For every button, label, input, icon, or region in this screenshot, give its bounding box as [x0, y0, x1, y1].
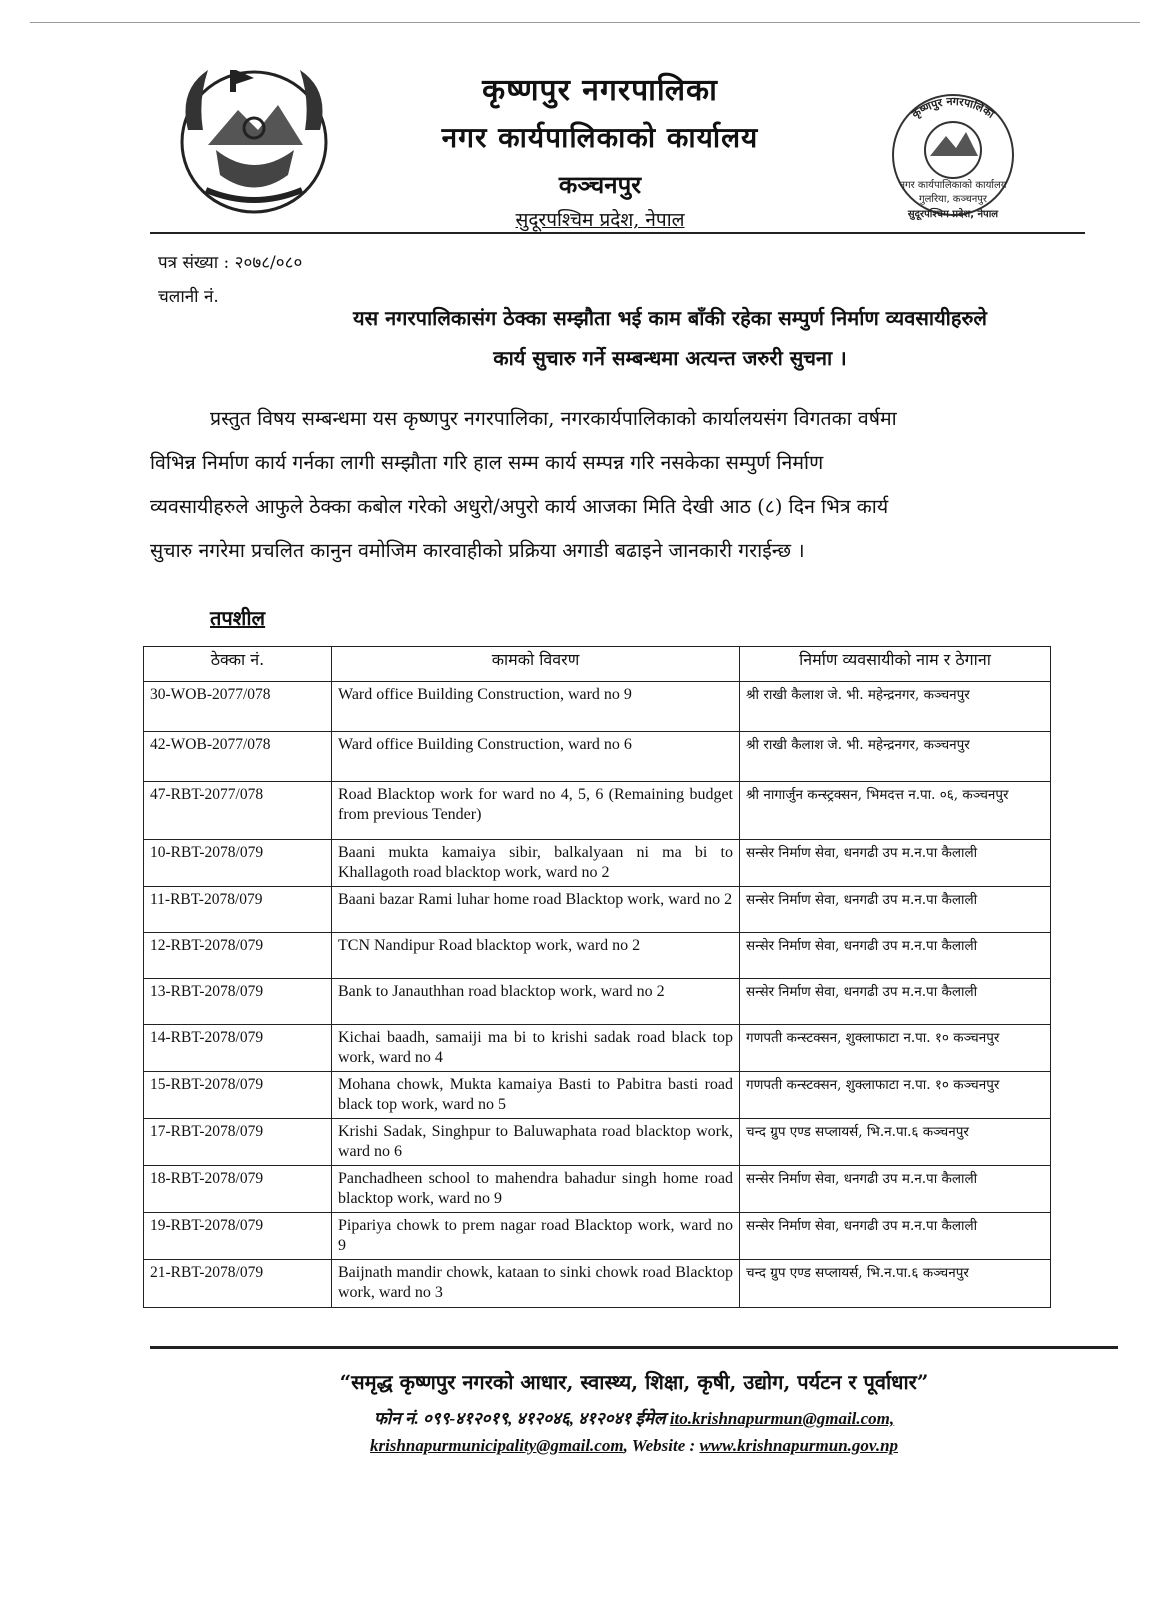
work-description: Baijnath mandir chowk, kataan to sinki chowk road Blacktop work, ward no 3	[332, 1260, 740, 1308]
contractor: चन्द ग्रुप एण्ड सप्लायर्स, भि.न.पा.६ कञ्चनपुर	[740, 1260, 1051, 1308]
body-line-1: प्रस्तुत विषय सम्बन्धमा यस कृष्णपुर नगरपालिका, नगरकार्यपालिकाको कार्यालयसंग विगतका वर्षमा	[210, 407, 897, 430]
stamp-line2: नगर कार्यपालिकाको कार्यालय	[899, 180, 1007, 191]
table-row	[144, 1260, 1051, 1308]
contractor: गणपती कन्स्टक्सन, शुक्लाफाटा न.पा. १० कञ्चनपुर	[740, 1072, 1051, 1119]
footer-website-label: , Website :	[623, 1436, 696, 1455]
contract-no: 14-RBT-2078/079	[144, 1025, 332, 1072]
contractor: सन्सेर निर्माण सेवा, धनगढी उप म.न.पा कैलाली	[740, 979, 1051, 1025]
header-district: कञ्चनपुर	[558, 170, 642, 199]
work-description: Mohana chowk, Mukta kamaiya Basti to Pabitra basti road black top work, ward no 5	[332, 1072, 740, 1119]
contractor: सन्सेर निर्माण सेवा, धनगढी उप म.न.पा कैलाली	[740, 933, 1051, 979]
nepal-emblem-icon	[168, 50, 340, 220]
contractor: चन्द ग्रुप एण्ड सप्लायर्स, भि.न.पा.६ कञ्चनपुर	[740, 1119, 1051, 1166]
table-row	[144, 1119, 1051, 1166]
table-row	[144, 782, 1051, 840]
table-row	[144, 732, 1051, 782]
table-row	[144, 682, 1051, 732]
body-line-2: विभिन्न निर्माण कार्य गर्नका लागी सम्झौता गरि हाल सम्म कार्य सम्पन्न गरि नसकेका सम्पुर्ण निर्माण	[150, 451, 824, 474]
contract-no: 18-RBT-2078/079	[144, 1166, 332, 1213]
header-contract-no: ठेक्का नं.	[144, 647, 332, 682]
contractor: श्री राखी कैलाश जे. भी. महेन्द्रनगर, कञ्चनपुर	[740, 732, 1051, 782]
subject-line-2: कार्य सुचारु गर्ने सम्बन्धमा अत्यन्त जरुरी सुचना ।	[493, 346, 847, 370]
contractor: सन्सेर निर्माण सेवा, धनगढी उप म.न.पा कैलाली	[740, 1213, 1051, 1260]
contract-no: 11-RBT-2078/079	[144, 887, 332, 933]
contract-no: 19-RBT-2078/079	[144, 1213, 332, 1260]
contract-no: 30-WOB-2077/078	[144, 682, 332, 732]
work-description: Ward office Building Construction, ward no 6	[332, 732, 740, 782]
contract-no: 15-RBT-2078/079	[144, 1072, 332, 1119]
work-description: Bank to Janauthhan road blacktop work, ward no 2	[332, 979, 740, 1025]
stamp-line3: गुलरिया, कञ्चनपुर	[918, 194, 988, 205]
work-description: Baani mukta kamaiya sibir, balkalyaan ni ma bi to Khallagoth road blacktop work, ward no 2	[332, 840, 740, 887]
table-row	[144, 979, 1051, 1025]
contractor: सन्सेर निर्माण सेवा, धनगढी उप म.न.पा कैलाली	[740, 887, 1051, 933]
contractor: श्री राखी कैलाश जे. भी. महेन्द्रनगर, कञ्चनपुर	[740, 682, 1051, 732]
header-province: सुदूरपश्चिम प्रदेश, नेपाल	[515, 209, 685, 231]
work-description: Krishi Sadak, Singhpur to Baluwaphata road blacktop work, ward no 6	[332, 1119, 740, 1166]
schedule-heading: तपशील	[210, 606, 266, 630]
contractor: सन्सेर निर्माण सेवा, धनगढी उप म.न.पा कैलाली	[740, 1166, 1051, 1213]
contract-no: 47-RBT-2077/078	[144, 782, 332, 840]
contract-no: 10-RBT-2078/079	[144, 840, 332, 887]
dispatch-number: चलानी नं.	[158, 287, 219, 307]
header-contractor: निर्माण व्यवसायीको नाम र ठेगाना	[740, 647, 1051, 682]
table-row	[144, 1025, 1051, 1072]
body-line-4: सुचारु नगरेमा प्रचलित कानुन वमोजिम कारवाहीको प्रक्रिया अगाडी बढाइने जानकारी गराईन्छ ।	[150, 539, 805, 562]
footer-divider	[150, 1346, 1118, 1349]
work-description: Panchadheen school to mahendra bahadur singh home road blacktop work, ward no 9	[332, 1166, 740, 1213]
contractor: गणपती कन्स्टक्सन, शुक्लाफाटा न.पा. १० कञ्चनपुर	[740, 1025, 1051, 1072]
header-municipality-name: कृष्णपुर नगरपालिका	[482, 73, 718, 108]
stamp-line4: सुदूरपश्चिम प्रदेश, नेपाल	[907, 209, 999, 220]
municipality-stamp	[868, 70, 1038, 230]
top-rule	[30, 22, 1140, 23]
contract-no: 42-WOB-2077/078	[144, 732, 332, 782]
contract-no: 13-RBT-2078/079	[144, 979, 332, 1025]
work-description: TCN Nandipur Road blacktop work, ward no 2	[332, 933, 740, 979]
svg-text:कृष्णपुर नगरपालिका	[908, 95, 997, 122]
subject-line-1: यस नगरपालिकासंग ठेक्का सम्झौता भई काम बाँकी रहेका सम्पुर्ण निर्माण व्यवसायीहरुले	[353, 306, 987, 330]
table-row	[144, 1072, 1051, 1119]
contractor: श्री नागार्जुन कन्स्ट्रक्सन, भिमदत्त न.पा. ०६, कञ्चनपुर	[740, 782, 1051, 840]
footer-contact	[150, 1406, 1118, 1429]
footer-slogan: “समृद्ध कृष्णपुर नगरको आधार, स्वास्थ्य, शिक्षा, कृषी, उद्योग, पर्यटन र पूर्वाधार”	[339, 1370, 929, 1394]
work-description: Baani bazar Rami luhar home road Blacktop work, ward no 2	[332, 887, 740, 933]
footer-email-2[interactable]: krishnapurmunicipality@gmail.com	[369, 1436, 624, 1455]
letter-number: पत्र संख्या : २०७८/०८०	[158, 253, 303, 273]
work-description: Road Blacktop work for ward no 4, 5, 6 (Remaining budget from previous Tender)	[332, 782, 740, 840]
footer-web	[150, 1436, 1118, 1456]
table-row	[144, 1166, 1051, 1213]
header-work-description: कामको विवरण	[332, 647, 740, 682]
footer-email-1[interactable]: ito.krishnapurmun@gmail.com,	[669, 1409, 895, 1428]
body-line-3: व्यवसायीहरुले आफुले ठेक्का कबोल गरेको अधुरो/अपुरो कार्य आजका मिति देखी आठ (८) दिन भित्र कार्य	[150, 495, 889, 518]
table-row	[144, 933, 1051, 979]
contract-no: 12-RBT-2078/079	[144, 933, 332, 979]
contract-no: 21-RBT-2078/079	[144, 1260, 332, 1308]
table-row	[144, 840, 1051, 887]
contract-no: 17-RBT-2078/079	[144, 1119, 332, 1166]
work-description: Pipariya chowk to prem nagar road Blacktop work, ward no 9	[332, 1213, 740, 1260]
contractor: सन्सेर निर्माण सेवा, धनगढी उप म.न.पा कैलाली	[740, 840, 1051, 887]
table-row	[144, 1213, 1051, 1260]
header-office-name: नगर कार्यपालिकाको कार्यालय	[441, 121, 759, 154]
contracts-table	[143, 646, 1051, 1308]
footer-phone: फोन नं. ०९९-४१२०१९, ४१२०४६, ४१२०४१ ईमेल	[373, 1409, 666, 1428]
header-divider	[150, 232, 1085, 234]
stamp-line1: कृष्णपुर नगरपालिका	[909, 94, 997, 121]
table-header-row	[144, 647, 1051, 682]
work-description: Ward office Building Construction, ward no 9	[332, 682, 740, 732]
footer-website-link[interactable]: www.krishnapurmun.gov.np	[699, 1436, 899, 1455]
table-row	[144, 887, 1051, 933]
work-description: Kichai baadh, samaiji ma bi to krishi sadak road black top work, ward no 4	[332, 1025, 740, 1072]
